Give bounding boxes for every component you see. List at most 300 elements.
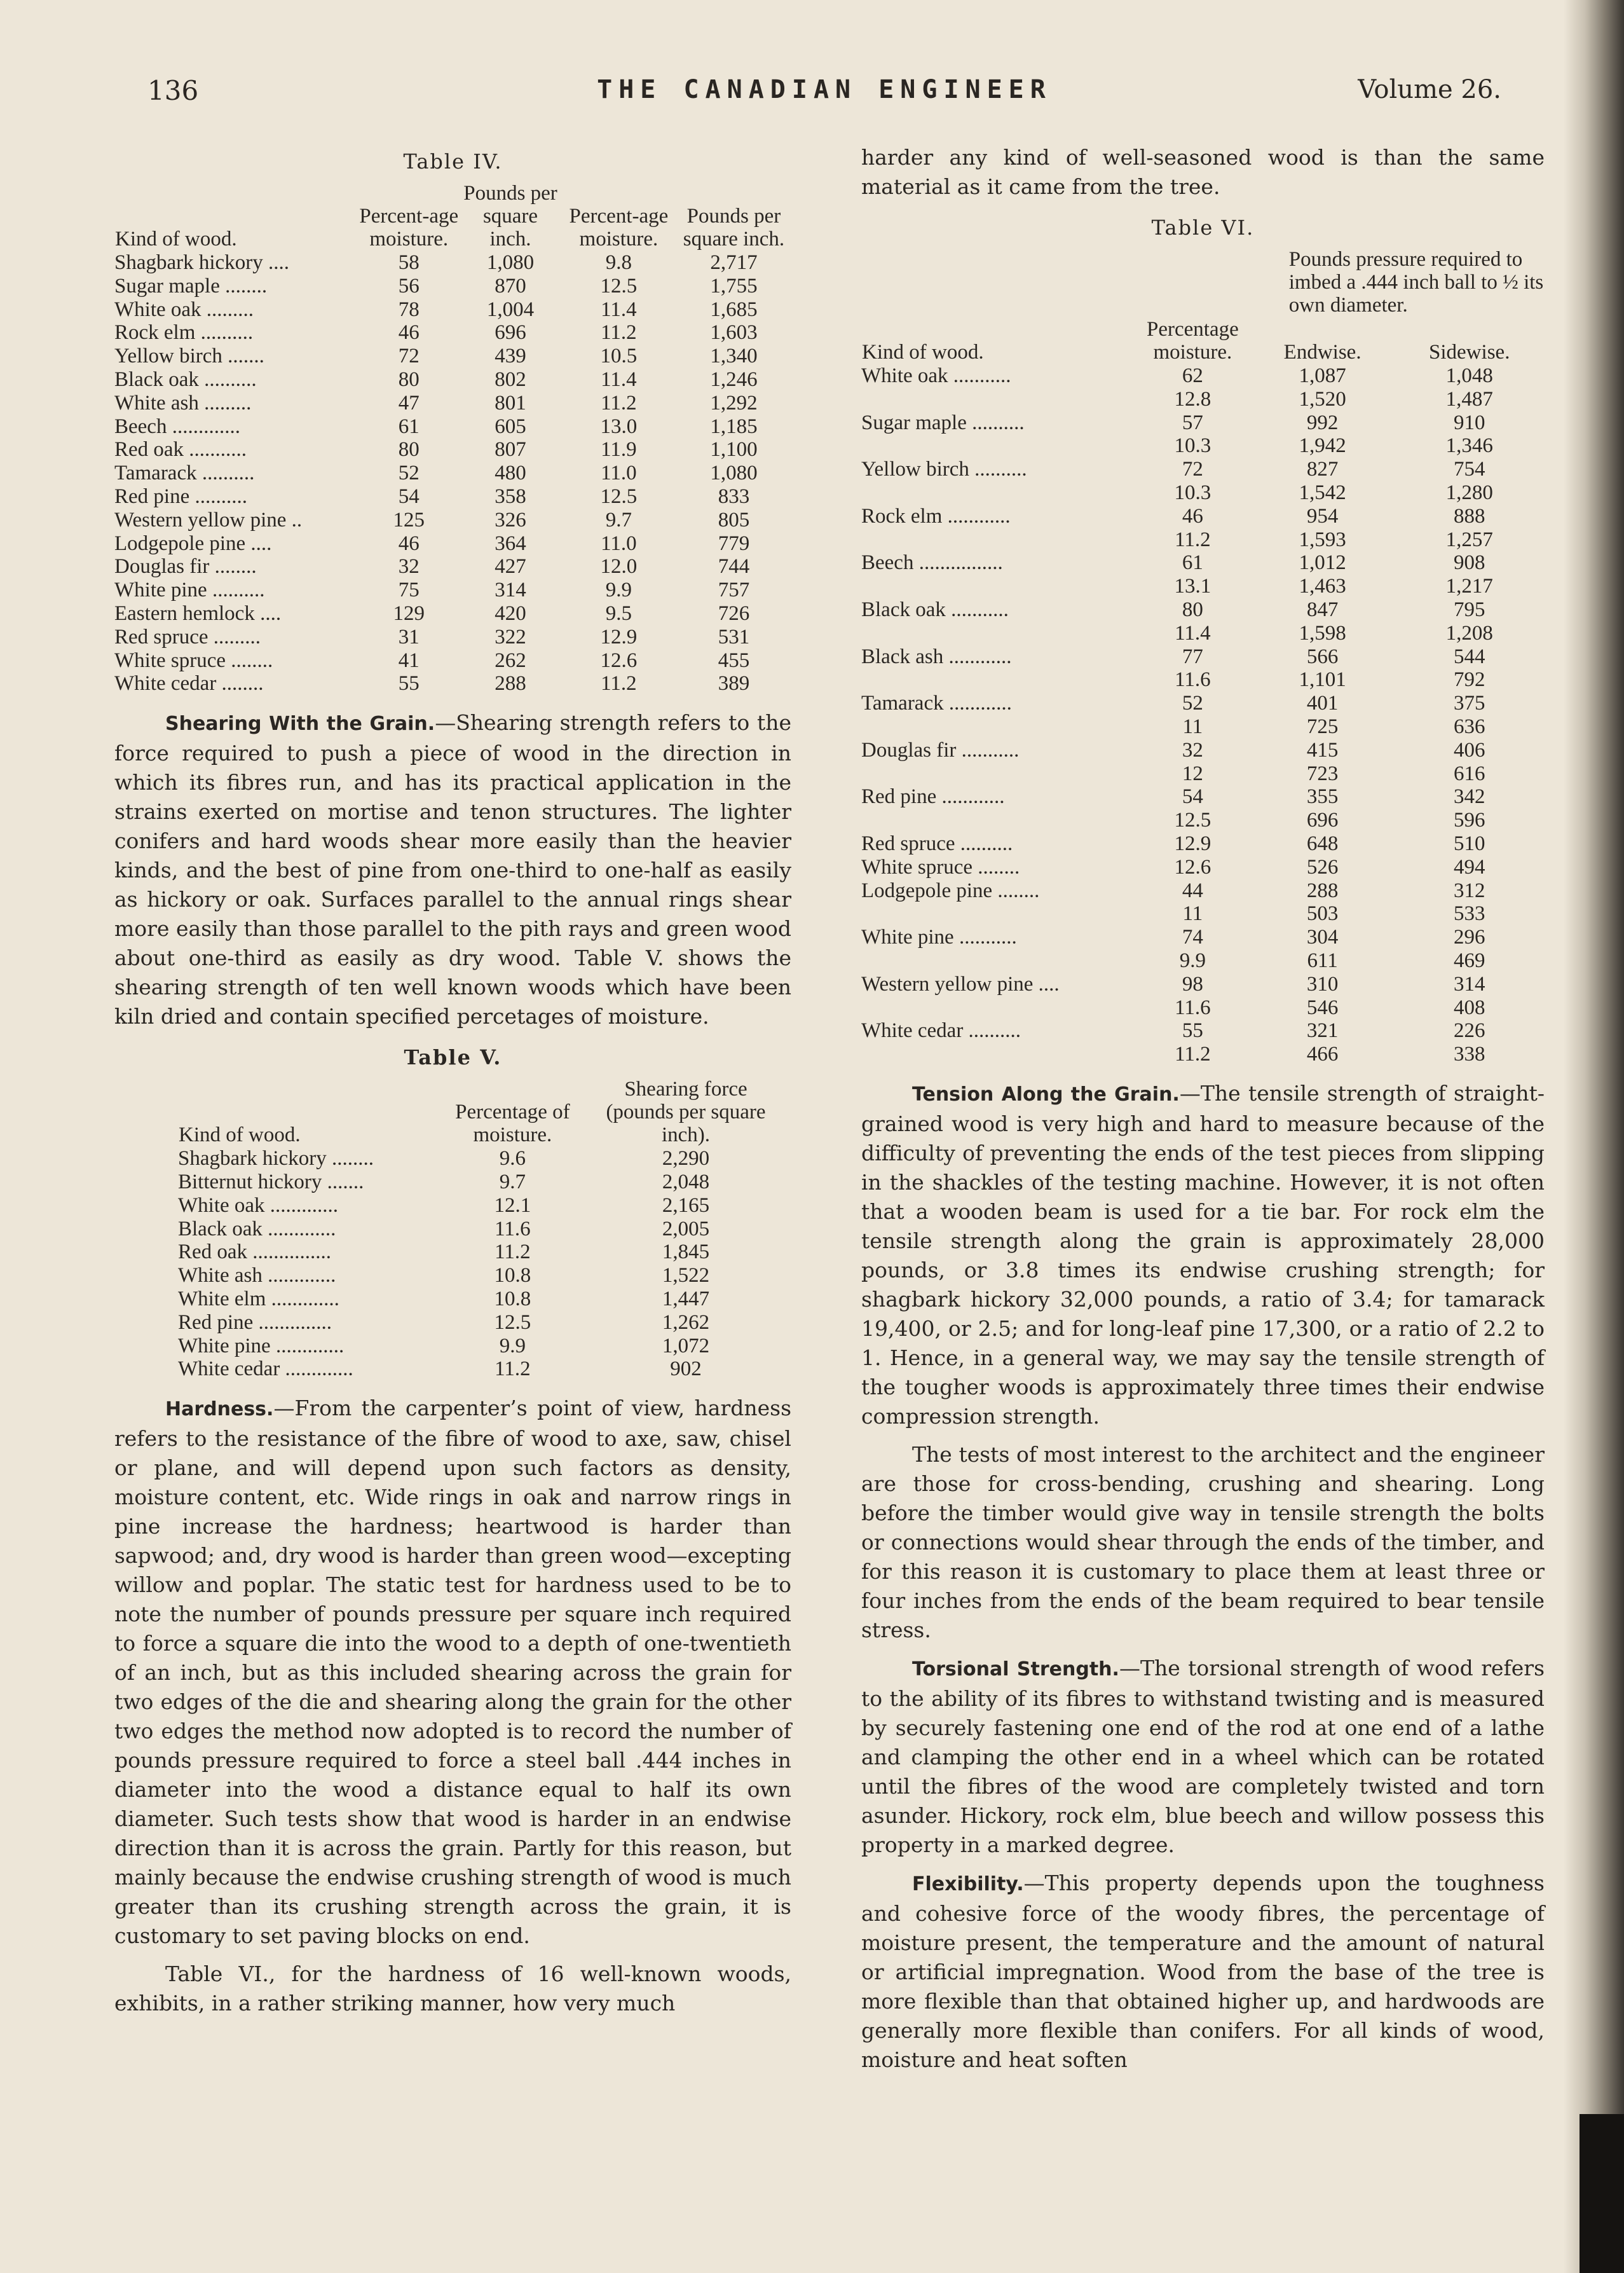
table-cell-value: 12.5: [600, 274, 638, 298]
table-cell-name: Beech .............: [114, 415, 240, 438]
flexibility-heading: Flexibility.: [912, 1872, 1024, 1895]
table-cell-value: 32: [1182, 738, 1203, 762]
table-row: [861, 926, 1545, 949]
flexibility-text: —This property depends upon the toughness and cohesive force of the woody fibres, the percentage of moisture present, the temperature and the amount of natural or artificial impregnation. Wood from the base of the tree is more flexible than that obtained higher up, and hardwoods are generally more flexible than conifers. For all kinds of wood, moisture and heat soften: [861, 1870, 1545, 2072]
table-cell-value: 98: [1182, 972, 1203, 996]
tension-paragraph: [861, 1079, 1545, 1431]
volume-label: Volume 26.: [1358, 75, 1501, 104]
table-row: [861, 785, 1545, 809]
tension-heading: Tension Along the Grain.: [912, 1083, 1180, 1106]
table-cell-value: 1,520: [1299, 387, 1346, 411]
table-cell-name: Shagbark hickory ....: [114, 251, 289, 274]
table-cell-value: 46: [1182, 504, 1203, 528]
table-cell-value: 910: [1454, 411, 1485, 434]
table-cell-value: 61: [398, 415, 420, 438]
table-cell-name: Bitternut hickory .......: [178, 1170, 364, 1193]
table-cell-value: 779: [718, 532, 750, 555]
table-cell-value: 322: [495, 625, 526, 649]
table-cell-value: 648: [1306, 832, 1339, 855]
table-row: [861, 458, 1545, 481]
table-cell-value: 723: [1306, 762, 1339, 785]
table-row: [861, 388, 1545, 411]
table-cell-value: 61: [1182, 551, 1203, 575]
hardness-text: —From the carpenter’s point of view, hardness refers to the resistance of the fibre of wood to axe, saw, chisel or plane, and will depend upon such factors as density, moisture content, etc. Wide rings in oak and narrow rings in pine increase the hardness; heartwood is harder than sapwood; and, dry wood is harder than green wood—excepting willow and poplar. The static test for hardness used to be to note the number of pounds pressure per square inch required to force a square die into the wood to a depth of one-twentieth of an inch, but as this included shearing across the grain for two edges of the die and shearing along the grain for the other two edges the method now adopted is to record the number of pounds pressure required to force a steel ball .444 inches in diameter into the wood a distance equal to half its own diameter. Such tests show that wood is harder in an endwise direction than it is across the grain. Partly for this reason, but mainly because the endwise crushing strength of wood is much greater than its crushing strength across the grain, it is customary to set paving blocks on end.: [114, 1396, 791, 1949]
table-row: [178, 1218, 775, 1241]
table-row: [861, 598, 1545, 622]
table-cell-value: 992: [1306, 411, 1339, 434]
table-cell-name: White ash .............: [178, 1264, 336, 1288]
table-cell-value: 1,522: [662, 1264, 710, 1288]
table-cell-value: 80: [1182, 598, 1203, 621]
table-cell-value: 1,246: [710, 367, 758, 391]
table-cell-value: 321: [1306, 1019, 1339, 1043]
table-cell-name: [861, 902, 1135, 926]
table-row: [114, 392, 791, 415]
table-cell-name: Tamarack ............: [861, 692, 1012, 715]
table-cell-name: Black ash ............: [861, 645, 1012, 668]
table-cell-value: 1,280: [1445, 481, 1493, 504]
table-cell-value: 805: [718, 508, 750, 532]
table-cell-value: 11.6: [495, 1217, 531, 1240]
table-cell-value: 544: [1454, 645, 1485, 668]
table-row: [861, 692, 1545, 715]
table-cell-value: 696: [1306, 809, 1339, 832]
table-cell-name: White oak .............: [178, 1193, 339, 1217]
table-cell-value: 908: [1454, 551, 1485, 575]
table-cell-value: 77: [1182, 645, 1203, 668]
table-cell-value: 226: [1454, 1019, 1485, 1043]
table-cell-value: 455: [718, 649, 750, 672]
table-row: [861, 668, 1545, 692]
table-cell-value: 1,292: [710, 391, 758, 415]
table-cell-value: 12.5: [1174, 809, 1211, 832]
table-cell-value: 312: [1454, 879, 1485, 902]
table-cell-value: 72: [398, 345, 420, 368]
table-row: [114, 415, 791, 439]
table-cell-value: 531: [718, 625, 750, 649]
table-cell-value: 11.6: [1175, 668, 1211, 692]
table6-group-header: Pounds pressure required to imbed a .444 inch ball to ½ its own diameter.: [1288, 248, 1544, 317]
table-row: [861, 762, 1545, 786]
table-cell-name: White pine ...........: [861, 926, 1017, 949]
table-cell-value: 636: [1454, 715, 1485, 738]
table4-body: [114, 251, 791, 696]
table-cell-value: 80: [398, 367, 420, 391]
table-row: [861, 551, 1545, 575]
table-cell-value: 408: [1454, 996, 1485, 1019]
table-row: [114, 579, 791, 602]
table-row: [114, 672, 791, 696]
table-cell-name: [861, 481, 1135, 505]
table-cell-value: 55: [1182, 1019, 1203, 1043]
table-cell-value: 44: [1182, 879, 1203, 902]
table-cell-value: 54: [1182, 785, 1203, 809]
table6-header-kind: Kind of wood.: [862, 341, 984, 364]
table-row: [861, 809, 1545, 832]
table-row: [861, 528, 1545, 552]
table-cell-name: Shagbark hickory ........: [178, 1147, 374, 1171]
table-cell-value: 11: [1182, 902, 1203, 926]
table-cell-value: 526: [1306, 855, 1339, 879]
table-cell-name: White oak .........: [114, 298, 254, 321]
page-edge-dark-corner: [1580, 2114, 1624, 2273]
table-row: [861, 715, 1545, 739]
table-cell-name: Black oak .............: [178, 1217, 336, 1240]
table-cell-value: 12.5: [600, 484, 638, 508]
table-cell-value: 510: [1454, 832, 1485, 855]
table4-header-pounds-green: Pounds per square inch.: [463, 182, 557, 251]
table-cell-value: 13.1: [1174, 575, 1211, 598]
table-row: [114, 275, 791, 298]
table-cell-value: 46: [398, 321, 420, 345]
table-cell-value: 80: [398, 438, 420, 462]
table-cell-value: 1,048: [1445, 364, 1493, 387]
table-cell-value: 533: [1454, 902, 1485, 926]
table-cell-value: 9.8: [605, 251, 632, 274]
table-row: [114, 298, 791, 322]
table-row: [861, 996, 1545, 1020]
table-cell-name: Lodgepole pine ........: [861, 879, 1040, 902]
table-cell-value: 52: [1182, 692, 1203, 715]
table-cell-name: Red pine ..........: [114, 484, 247, 508]
table-cell-value: 1,845: [662, 1240, 710, 1264]
table-cell-value: 1,217: [1445, 575, 1493, 598]
table-cell-value: 795: [1454, 598, 1485, 621]
table-cell-name: [861, 575, 1135, 598]
table-cell-value: 696: [495, 321, 526, 345]
table-cell-value: 314: [495, 579, 526, 602]
table-cell-value: 74: [1182, 926, 1203, 949]
table-row: [178, 1171, 775, 1194]
right-column: [861, 143, 1545, 2075]
table-cell-value: 596: [1454, 809, 1485, 832]
table-cell-value: 57: [1182, 411, 1203, 434]
table-cell-value: 52: [398, 462, 420, 485]
table-cell-name: Yellow birch .......: [114, 345, 264, 368]
table-cell-value: 262: [495, 649, 526, 672]
table-cell-value: 1,685: [710, 298, 758, 321]
table-row: [861, 973, 1545, 996]
table-cell-name: [861, 388, 1135, 411]
page-number: 136: [147, 75, 199, 106]
table-row: [178, 1288, 775, 1311]
table-cell-value: 566: [1306, 645, 1339, 668]
table-row: [114, 509, 791, 532]
table-row: [178, 1311, 775, 1335]
hardness-paragraph-2: Table VI., for the hardness of 16 well-known woods, exhibits, in a rather striking manner, how very much: [114, 1961, 791, 2016]
table-row: [861, 902, 1545, 926]
table-cell-value: 1,080: [710, 462, 758, 485]
table-cell-name: Douglas fir ........: [114, 555, 257, 579]
table-cell-value: 466: [1306, 1043, 1339, 1066]
table-cell-name: [861, 762, 1135, 786]
table-row: [178, 1264, 775, 1288]
table-cell-value: 546: [1306, 996, 1339, 1019]
table-cell-value: 10.3: [1174, 434, 1211, 458]
table-cell-name: White ash .........: [114, 391, 252, 415]
table-row: [114, 555, 791, 579]
shearing-text: —Shearing strength refers to the force required to push a piece of wood in the direction in which its fibres run, and has its practical application in the strains exerted on mortise and tenon structures. The lighter conifers and hard woods shear more easily than the heavier kinds, and the best of pine from one-third to one-half as easily as hickory or oak. Surfaces parallel to the annual rings shear more easily than those parallel to the pith rays and green wood about one-third as easily as dry wood. Table V. shows the shearing strength of ten well known woods which have been kiln dried and contain specified percetages of moisture.: [114, 710, 791, 1029]
table-cell-name: White cedar ........: [114, 672, 264, 696]
table-cell-value: 46: [398, 532, 420, 555]
table-cell-value: 12.1: [494, 1193, 531, 1217]
table-cell-name: White spruce ........: [114, 649, 273, 672]
table-cell-value: 847: [1306, 598, 1339, 621]
table-cell-value: 375: [1454, 692, 1485, 715]
table-row: [114, 251, 791, 275]
table6-header-sidewise: Sidewise.: [1429, 341, 1510, 364]
table-cell-name: White elm .............: [178, 1287, 339, 1310]
table-cell-value: 9.9: [1179, 949, 1206, 972]
table-cell-value: 32: [398, 555, 420, 579]
table-cell-value: 754: [1454, 458, 1485, 481]
table-cell-name: White oak ...........: [861, 364, 1011, 387]
table-cell-value: 427: [495, 555, 526, 579]
table4-header-kind: Kind of wood.: [115, 228, 237, 251]
table-cell-value: 11.2: [495, 1240, 531, 1264]
table-cell-value: 833: [718, 484, 750, 508]
table6: [861, 247, 1545, 1066]
table-cell-value: 1,087: [1299, 364, 1346, 387]
table-row: [114, 345, 791, 368]
table-row: [861, 739, 1545, 762]
table-cell-value: 1,072: [662, 1334, 710, 1357]
table-cell-value: 288: [1306, 879, 1339, 902]
table-cell-value: 11.2: [601, 321, 637, 345]
table-cell-value: 11.0: [601, 532, 637, 555]
table-cell-value: 9.5: [605, 601, 632, 625]
table-cell-name: [861, 668, 1135, 692]
table-cell-value: 10.8: [494, 1287, 531, 1310]
shearing-paragraph: [114, 708, 791, 1031]
table6-header-endwise: Endwise.: [1283, 341, 1361, 364]
table-cell-value: 406: [1454, 738, 1485, 762]
table-cell-value: 11.9: [601, 438, 637, 462]
table-cell-name: White spruce ........: [861, 855, 1020, 879]
table4-caption: Table IV.: [403, 149, 503, 174]
table-cell-name: [861, 1043, 1135, 1066]
table-cell-value: 11: [1182, 715, 1203, 738]
table-cell-value: 355: [1306, 785, 1339, 809]
table-cell-value: 11.4: [601, 367, 637, 391]
table5-caption: Table V.: [404, 1045, 502, 1070]
table5: [178, 1077, 775, 1381]
table-cell-value: 480: [495, 462, 526, 485]
table-cell-value: 78: [398, 298, 420, 321]
table-cell-value: 9.7: [605, 508, 632, 532]
table-cell-name: Western yellow pine ..: [114, 508, 303, 532]
table4-header-pounds-dry: Pounds per square inch.: [683, 205, 785, 251]
table-cell-name: Red spruce ..........: [861, 832, 1013, 855]
table-cell-name: [861, 809, 1135, 832]
table-row: [178, 1147, 775, 1171]
table-cell-value: 1,447: [662, 1287, 710, 1310]
table-row: [114, 438, 791, 462]
journal-title: THE CANADIAN ENGINEER: [597, 75, 1052, 104]
table-cell-value: 494: [1454, 855, 1485, 879]
left-column: [114, 143, 791, 2018]
hardness-paragraph-3: harder any kind of well-seasoned wood is than the same material as it came from the tree.: [861, 145, 1545, 199]
table-cell-name: White pine .............: [178, 1334, 345, 1357]
table-cell-name: White pine ..........: [114, 579, 265, 602]
table-row: [861, 949, 1545, 973]
table-cell-value: 13.0: [600, 415, 638, 438]
table-cell-value: 10.8: [494, 1264, 531, 1288]
table-row: [861, 1043, 1545, 1066]
table-cell-value: 401: [1306, 692, 1339, 715]
table-cell-value: 757: [718, 579, 750, 602]
table-cell-value: 726: [718, 601, 750, 625]
table-cell-value: 1,542: [1299, 481, 1346, 504]
table-cell-value: 10.3: [1174, 481, 1211, 504]
table-cell-value: 1,598: [1299, 621, 1346, 645]
table-cell-name: White cedar ..........: [861, 1019, 1021, 1043]
table-row: [114, 462, 791, 485]
table-row: [114, 532, 791, 556]
table-row: [861, 575, 1545, 598]
table-cell-name: Tamarack ..........: [114, 462, 255, 485]
table-row: [861, 832, 1545, 856]
table-cell-value: 12.9: [1174, 832, 1211, 855]
table-cell-value: 11.4: [1175, 621, 1211, 645]
torsional-text: —The torsional strength of wood refers to the ability of its fibres to withstand twisting and is measured by securely fastening one end of the rod at one end of a lathe and clamping the other end in a wheel which can be rotated until the fibres of the wood are completely twisted and torn asunder. Hickory, rock elm, blue beech and willow possess this property in a marked degree.: [861, 1655, 1545, 1857]
table-cell-value: 954: [1306, 504, 1339, 528]
table-cell-value: 56: [398, 274, 420, 298]
table-cell-value: 12.0: [600, 555, 638, 579]
table-cell-value: 11.2: [601, 672, 637, 696]
table5-header-shearing: Shearing force (pounds per square inch).: [606, 1078, 766, 1147]
table-cell-name: Yellow birch ..........: [861, 458, 1027, 481]
table-cell-value: 72: [1182, 458, 1203, 481]
table-cell-value: 12.5: [494, 1310, 531, 1334]
table-cell-value: 725: [1306, 715, 1339, 738]
table4: [114, 181, 791, 696]
table-cell-value: 888: [1454, 504, 1485, 528]
table-cell-value: 54: [398, 484, 420, 508]
table-cell-value: 1,603: [710, 321, 758, 345]
table-cell-value: 47: [398, 391, 420, 415]
table-row: [861, 1019, 1545, 1043]
table-cell-value: 10.5: [600, 345, 638, 368]
table-cell-value: 2,165: [662, 1193, 710, 1217]
table-cell-value: 1,012: [1299, 551, 1346, 575]
table-row: [861, 856, 1545, 879]
table-cell-value: 310: [1306, 972, 1339, 996]
table-cell-value: 75: [398, 579, 420, 602]
table-cell-value: 12.8: [1174, 387, 1211, 411]
table-row: [178, 1194, 775, 1218]
table-cell-name: Black oak ..........: [114, 367, 257, 391]
shearing-heading: Shearing With the Grain.: [165, 713, 435, 736]
table-cell-value: 1,185: [710, 415, 758, 438]
torsional-heading: Torsional Strength.: [912, 1658, 1119, 1680]
table-cell-name: Red pine ............: [861, 785, 1005, 809]
table-row: [114, 368, 791, 392]
table-cell-value: 58: [398, 251, 420, 274]
table-cell-value: 1,942: [1299, 434, 1346, 458]
table-cell-name: Rock elm ..........: [114, 321, 254, 345]
table-row: [861, 364, 1545, 388]
table-cell-value: 288: [495, 672, 526, 696]
table-row: [178, 1357, 775, 1381]
torsional-paragraph: [861, 1654, 1545, 1860]
table-cell-value: 1,257: [1445, 528, 1493, 551]
table-row: [114, 649, 791, 673]
hardness-heading: Hardness.: [165, 1398, 274, 1421]
table6-body: [861, 364, 1545, 1066]
table-cell-value: 1,004: [486, 298, 535, 321]
table-cell-value: 807: [495, 438, 526, 462]
table-row: [861, 481, 1545, 505]
table-cell-value: 314: [1454, 972, 1485, 996]
table-cell-name: Sugar maple ..........: [861, 411, 1025, 434]
table-cell-value: 902: [670, 1357, 702, 1381]
table-cell-name: Red oak ...............: [178, 1240, 332, 1264]
table-cell-value: 125: [393, 508, 425, 532]
table-cell-value: 11.2: [1175, 1043, 1211, 1066]
table-cell-value: 12.6: [1174, 855, 1211, 879]
table-row: [178, 1335, 775, 1358]
table-cell-value: 870: [495, 274, 526, 298]
table-cell-value: 12.6: [600, 649, 638, 672]
table-cell-name: Western yellow pine ....: [861, 972, 1060, 996]
table-cell-name: Beech ................: [861, 551, 1003, 575]
table-cell-value: 41: [398, 649, 420, 672]
table-row: [861, 879, 1545, 903]
tension-text: —The tensile strength of straight-grained wood is very high and hard to measure because of the difficulty of preventing the ends of the test pieces from slipping in the shackles of the testing machine. However, it is not often that a wooden beam is used for a tie bar. For rock elm the tensile strength along the grain is approximately 28,000 pounds, or 3.8 times its endwise crushing strength; for shagbark hickory 32,000 pounds, a ratio of 3.4; for tamarack 19,400, or 2.5; and for long-leaf pine 17,300, or a ratio of 2.2 to 1. Hence, in a general way, we may say the tensile strength of the tougher woods is approximately three times their endwise compression strength.: [861, 1080, 1545, 1429]
flexibility-paragraph: [861, 1869, 1545, 2075]
table-cell-value: 1,755: [710, 274, 758, 298]
table-cell-value: 9.9: [605, 579, 632, 602]
table-cell-name: Lodgepole pine ....: [114, 532, 272, 555]
hardness-paragraph: [114, 1394, 791, 1951]
table-cell-name: [861, 949, 1135, 973]
table-cell-name: Black oak ...........: [861, 598, 1009, 621]
table-cell-value: 1,101: [1299, 668, 1346, 692]
table-cell-value: 304: [1306, 926, 1339, 949]
page-edge-shadow: [1564, 0, 1624, 2273]
table-cell-value: 2,717: [710, 251, 758, 274]
table-cell-value: 611: [1307, 949, 1338, 972]
table-cell-value: 2,290: [662, 1147, 710, 1171]
table-row: [114, 321, 791, 345]
table-cell-value: 11.0: [601, 462, 637, 485]
table-cell-value: 616: [1454, 762, 1485, 785]
table-cell-value: 2,005: [662, 1217, 710, 1240]
table-cell-value: 12.9: [600, 625, 638, 649]
table-cell-value: 1,487: [1445, 387, 1493, 411]
table-row: [114, 485, 791, 509]
table-cell-value: 469: [1454, 949, 1485, 972]
tension-paragraph-2: The tests of most interest to the architect and the engineer are those for cross-bending, crushing and shearing. Long before the timber would give way in tensile strength the bolts or connections would shear through the ends of the timber, and for this reason it is customary to place them at least three or four inches from the ends of the beam required to bear tensile stress.: [861, 1441, 1545, 1642]
table-cell-name: Eastern hemlock ....: [114, 601, 282, 625]
table-cell-value: 1,463: [1299, 575, 1346, 598]
table-row: [861, 505, 1545, 528]
table-cell-value: 792: [1454, 668, 1485, 692]
table5-header-moisture: Percentage of moisture.: [455, 1101, 570, 1147]
table-cell-value: 296: [1454, 926, 1485, 949]
table-row: [114, 626, 791, 649]
table-cell-value: 389: [718, 672, 750, 696]
table-cell-name: Douglas fir ...........: [861, 738, 1020, 762]
table-cell-name: Red oak ...........: [114, 438, 247, 462]
table-cell-value: 11.2: [601, 391, 637, 415]
table4-header-moisture-green: Percent-age moisture.: [359, 205, 459, 251]
table-cell-name: Red pine ..............: [178, 1310, 332, 1334]
table-cell-value: 801: [495, 391, 526, 415]
table-cell-value: 11.6: [1175, 996, 1211, 1019]
table-cell-value: 11.2: [495, 1357, 531, 1381]
